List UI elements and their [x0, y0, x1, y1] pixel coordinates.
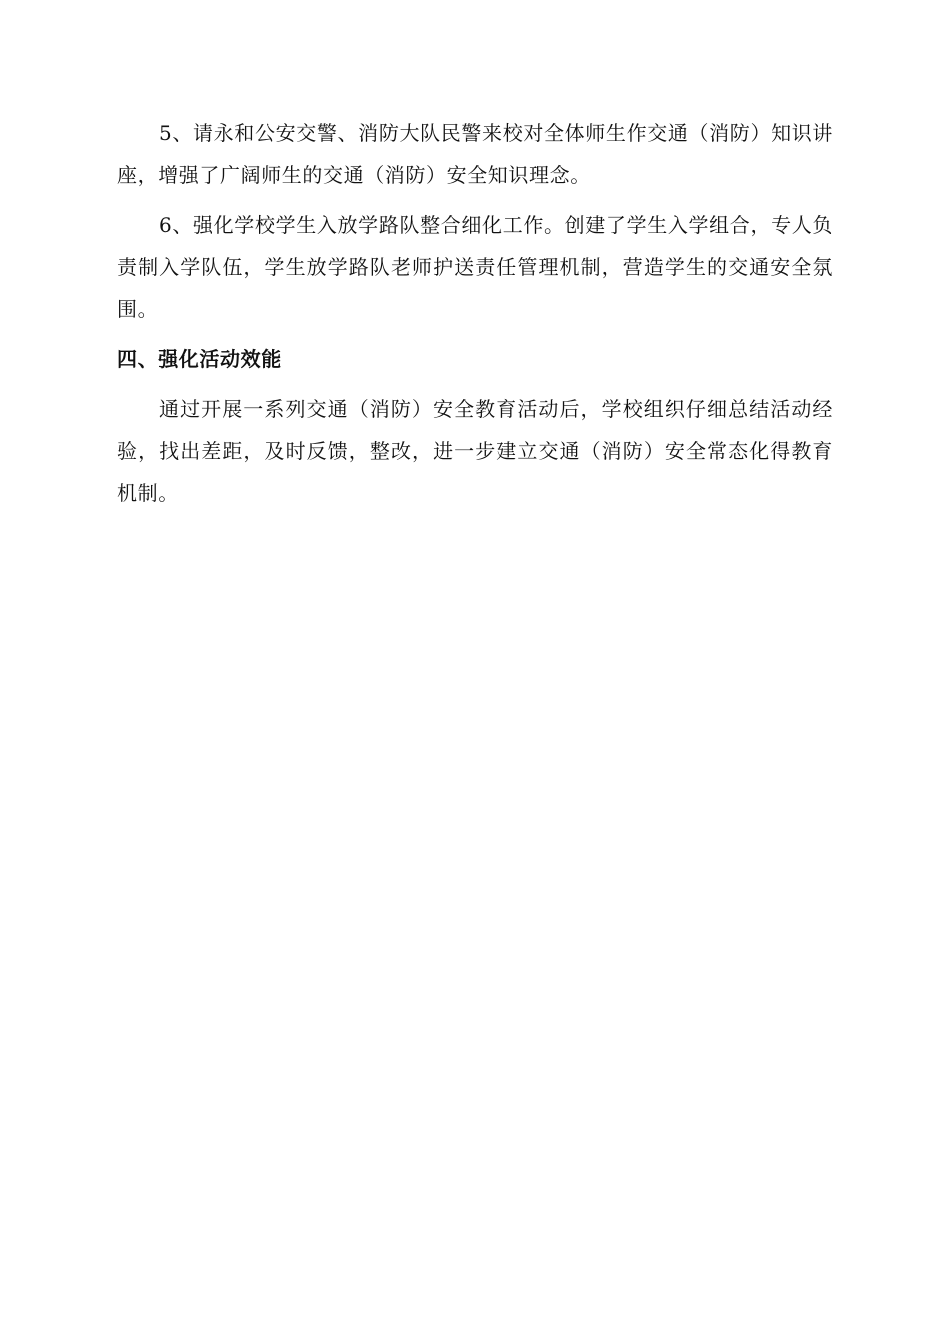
paragraph-item-5: 5、请永和公安交警、消防大队民警来校对全体师生作交通（消防）知识讲座，增强了广阔师生的交通（消防）安全知识理念。 — [117, 121, 833, 187]
document-body — [117, 112, 833, 522]
section-heading: 四、强化活动效能 — [117, 347, 282, 371]
paragraph-conclusion: 通过开展一系列交通（消防）安全教育活动后，学校组织仔细总结活动经验，找出差距，及时反馈，整改，进一步建立交通（消防）安全常态化得教育机制。 — [117, 397, 833, 505]
paragraph-item-6: 6、强化学校学生入放学路队整合细化工作。创建了学生入学组合，专人负责制入学队伍，学生放学路队老师护送责任管理机制，营造学生的交通安全氛围。 — [117, 213, 833, 321]
